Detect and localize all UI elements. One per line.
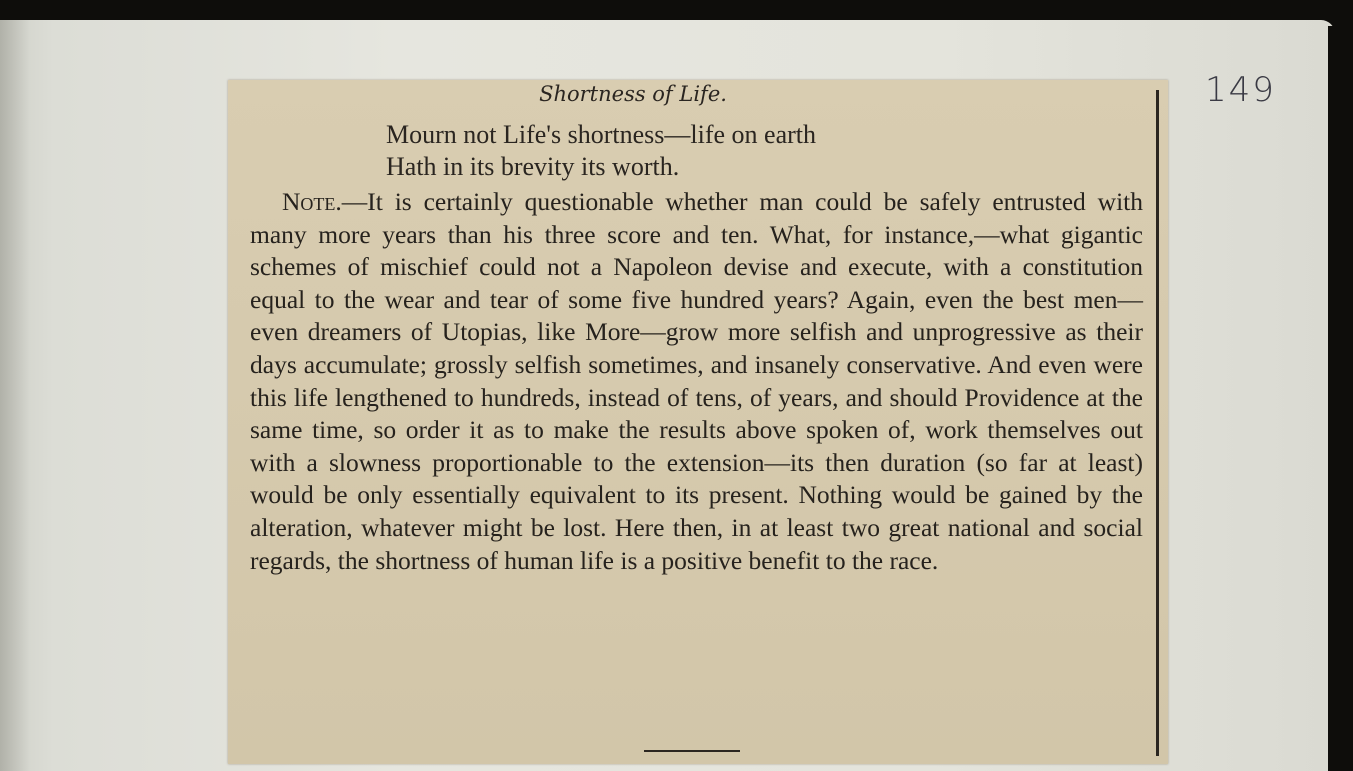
spine-shadow [0,20,30,771]
page-edge [1328,26,1353,771]
verse-line-1: Mourn not Life's shortness—life on earth [386,120,816,149]
note-label: Note. [282,187,342,216]
column-rule [1156,90,1159,756]
page-number: 149 [1205,70,1276,110]
clipping-title: Shortness of Life. [539,82,727,106]
note-paragraph [250,186,1143,577]
verse-line-2: Hath in its brevity its worth. [386,152,680,181]
note-text: —It is certainly questionable whether man could be safely entrusted with many more years than his three score and ten. What, for instance,—what gigantic schemes of mischief could not a Napoleon devise and execute, with a constitution equal to the wear and tear of some five hundred years? Again, even the best men—even dreamers of Utopias, like More—grow more selfish and unprogressive as their days accumulate; grossly selfish sometimes, and insanely conservative. And even were this life lengthened to hundreds, instead of tens, of years, and should Providence at the same time, so order it as to make the results above spoken of, work themselves out with a slowness proportionable to the extension—its then duration (so far at least) would be only essentially equivalent to its present. Nothing would be gained by the alteration, whatever might be lost. Here then, in at least two great national and social regards, the shortness of human life is a positive benefit to the race. [250,187,1143,575]
end-rule [644,750,740,752]
